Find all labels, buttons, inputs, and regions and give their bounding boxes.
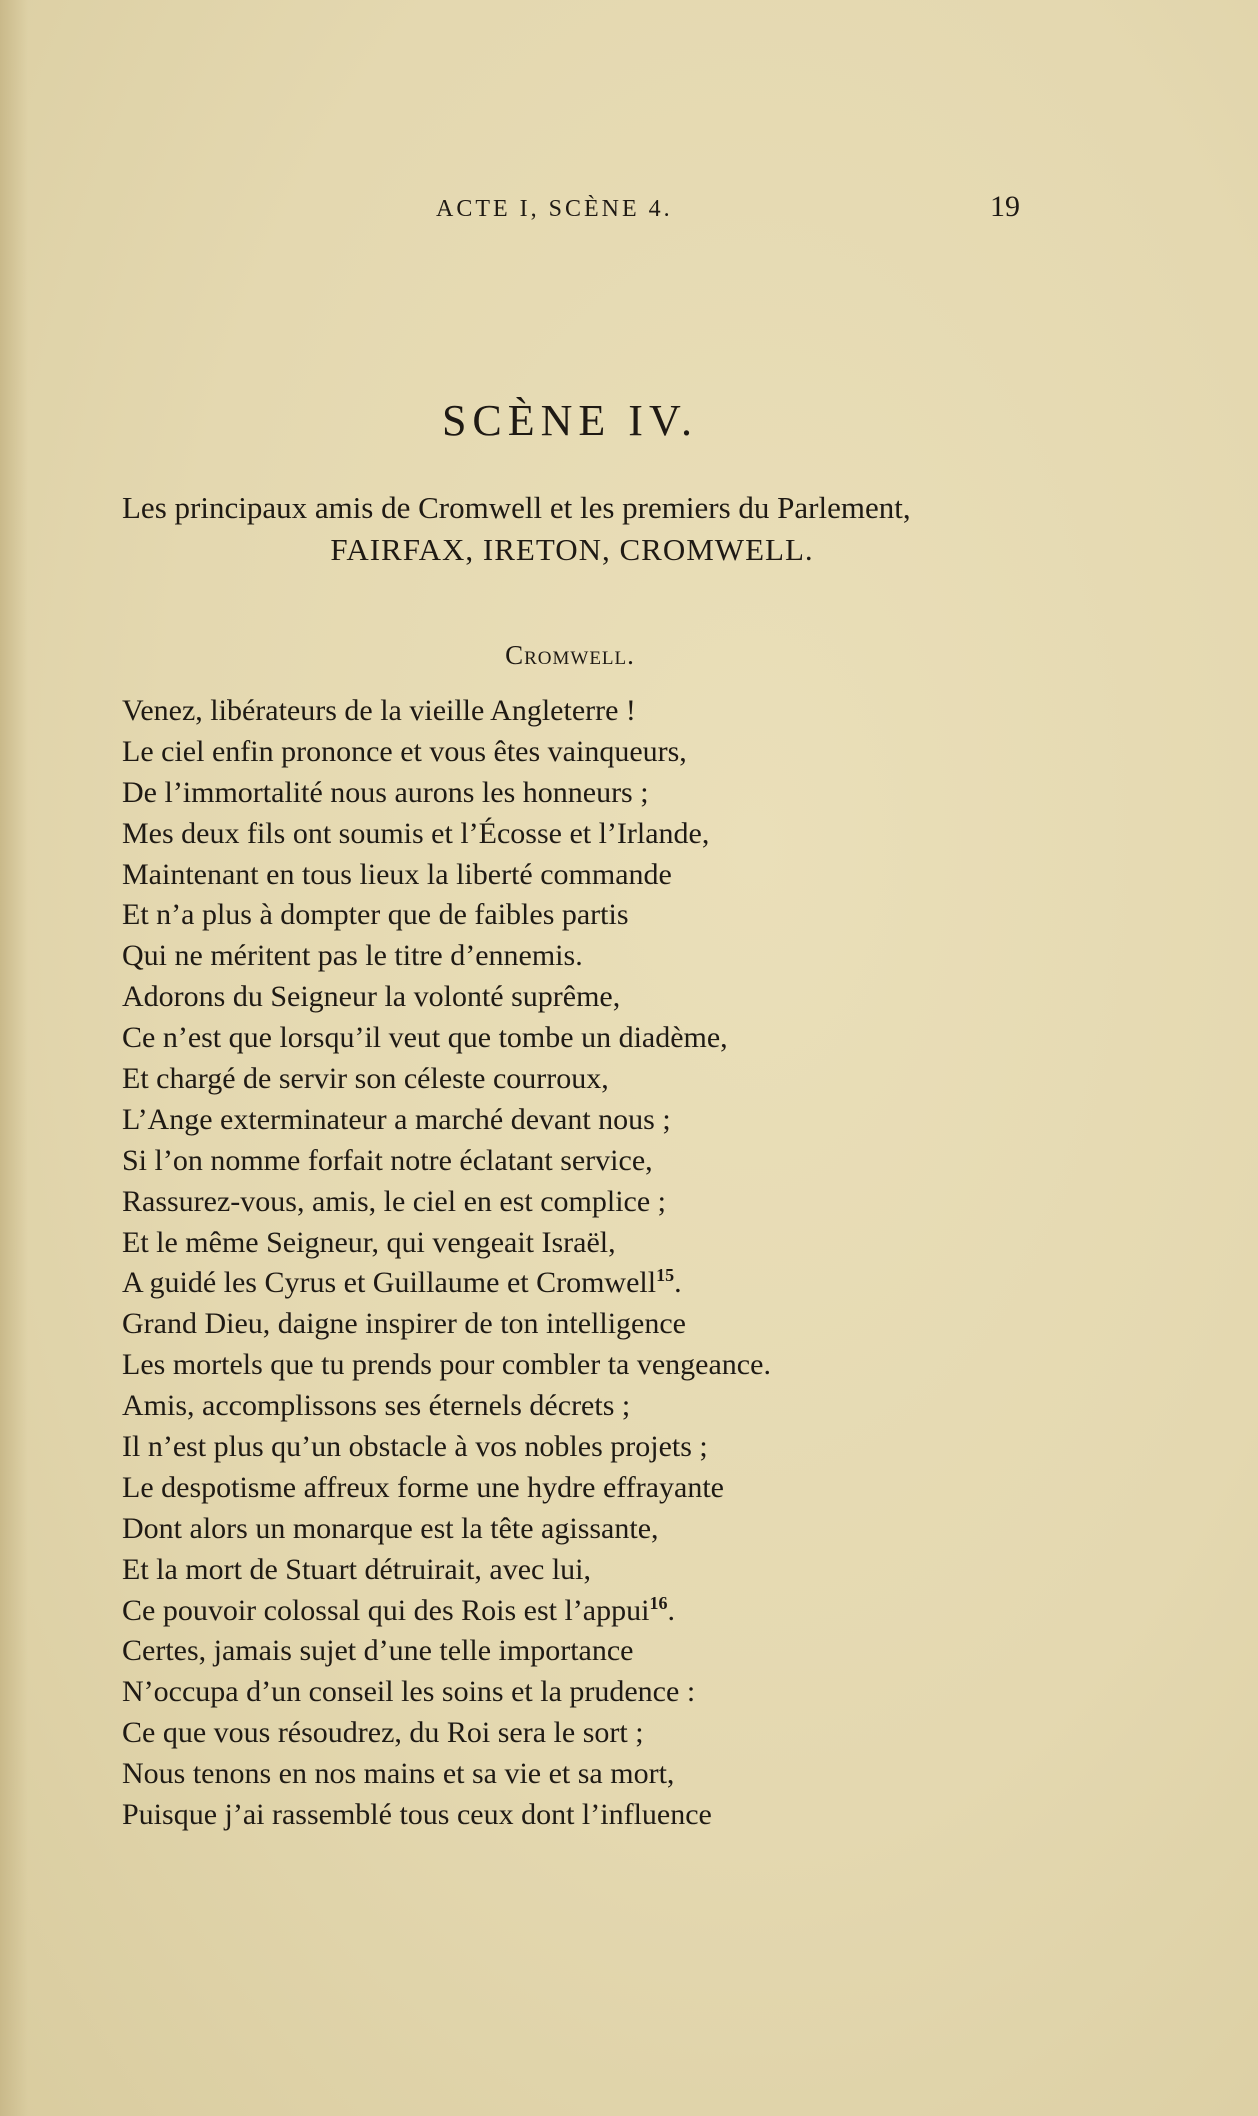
verse-line (122, 1263, 1082, 1304)
verse-line (122, 1631, 1082, 1672)
speaker-name: Cromwell. (505, 640, 635, 670)
verse-text: Ce n’est que lorsqu’il veut que tombe un diadème, (122, 1021, 728, 1055)
page-number: 19 (990, 190, 1020, 223)
verse-text: Qui ne méritent pas le titre d’ennemis. (122, 939, 583, 973)
verse-line (122, 1427, 1082, 1468)
verse-line (122, 1182, 1082, 1223)
verse-text: Rassurez-vous, amis, le ciel en est complice ; (122, 1184, 666, 1218)
verse-text: De l’immortalité nous aurons les honneurs ; (122, 775, 649, 809)
spine-shadow (0, 0, 28, 2116)
verse-line (122, 814, 1082, 855)
verse-line (122, 1713, 1082, 1754)
verse-punctuation: . (667, 1593, 675, 1627)
verse-punctuation: . (674, 1266, 682, 1300)
verse-text: A guidé les Cyrus et Guillaume et Cromwell (122, 1266, 657, 1300)
verse-line (122, 1345, 1082, 1386)
verse-line (122, 936, 1082, 977)
verse-line (122, 1141, 1082, 1182)
verse-text: Et la mort de Stuart détruirait, avec lui, (122, 1552, 592, 1586)
verse-line (122, 1468, 1082, 1509)
verse-text: N’occupa d’un conseil les soins et la prudence : (122, 1675, 696, 1709)
cast-names: FAIRFAX, IRETON, CROMWELL. (330, 532, 814, 567)
footnote-marker: 16 (649, 1592, 668, 1613)
verse-text: L’Ange exterminateur a marché devant nous ; (122, 1102, 671, 1136)
verse-text: Et chargé de servir son céleste courroux, (122, 1062, 609, 1096)
verse-line (122, 855, 1082, 896)
verse-text: Maintenant en tous lieux la liberté commande (122, 857, 672, 891)
verse-line (122, 1100, 1082, 1141)
verse-line (122, 1386, 1082, 1427)
verse-text: Si l’on nomme forfait notre éclatant service, (122, 1143, 653, 1177)
verse-text: Ce pouvoir colossal qui des Rois est l’appui (122, 1593, 650, 1627)
verse-text: Adorons du Seigneur la volonté suprême, (122, 980, 621, 1014)
verse-text: Grand Dieu, daigne inspirer de ton intelligence (122, 1307, 686, 1341)
verse-line (122, 977, 1082, 1018)
cast-description: Les principaux amis de Cromwell et les premiers du Parlement, (122, 490, 911, 525)
verse-text: Ce que vous résoudrez, du Roi sera le sort ; (122, 1716, 644, 1750)
verse-text: Dont alors un monarque est la tête agissante, (122, 1511, 659, 1545)
verse-line (122, 1795, 1082, 1836)
verse-line (122, 1018, 1082, 1059)
running-head: ACTE I, SCÈNE 4. (436, 196, 673, 222)
verse-block (122, 691, 1082, 1836)
verse-text: Puisque j’ai rassemblé tous ceux dont l’influence (122, 1798, 712, 1832)
verse-text: Et le même Seigneur, qui vengeait Israël, (122, 1225, 616, 1259)
verse-text: Le despotisme affreux forme une hydre effrayante (122, 1470, 724, 1504)
footnote-marker: 15 (656, 1265, 675, 1286)
verse-line (122, 732, 1082, 773)
cast-list (122, 487, 1022, 571)
verse-text: Mes deux fils ont soumis et l’Écosse et l’Irlande, (122, 816, 710, 850)
verse-line (122, 691, 1082, 732)
verse-line (122, 1672, 1082, 1713)
verse-line (122, 1509, 1082, 1550)
scene-title: SCÈNE IV. (441, 396, 699, 445)
verse-line (122, 1223, 1082, 1264)
verse-line (122, 1304, 1082, 1345)
verse-text: Le ciel enfin prononce et vous êtes vainqueurs, (122, 734, 687, 768)
verse-line (122, 1754, 1082, 1795)
verse-line (122, 1550, 1082, 1591)
verse-line (122, 1591, 1082, 1632)
verse-text: Certes, jamais sujet d’une telle importance (122, 1634, 634, 1668)
verse-text: Les mortels que tu prends pour combler ta vengeance. (122, 1348, 771, 1382)
verse-text: Venez, libérateurs de la vieille Angleterre ! (122, 694, 636, 727)
verse-line (122, 1059, 1082, 1100)
verse-text: Amis, accomplissons ses éternels décrets ; (122, 1389, 631, 1423)
verse-line (122, 773, 1082, 814)
verse-text: Et n’a plus à dompter que de faibles partis (122, 898, 629, 932)
verse-text: Il n’est plus qu’un obstacle à vos nobles projets ; (122, 1430, 708, 1464)
verse-line (122, 895, 1082, 936)
verse-text: Nous tenons en nos mains et sa vie et sa mort, (122, 1757, 675, 1791)
